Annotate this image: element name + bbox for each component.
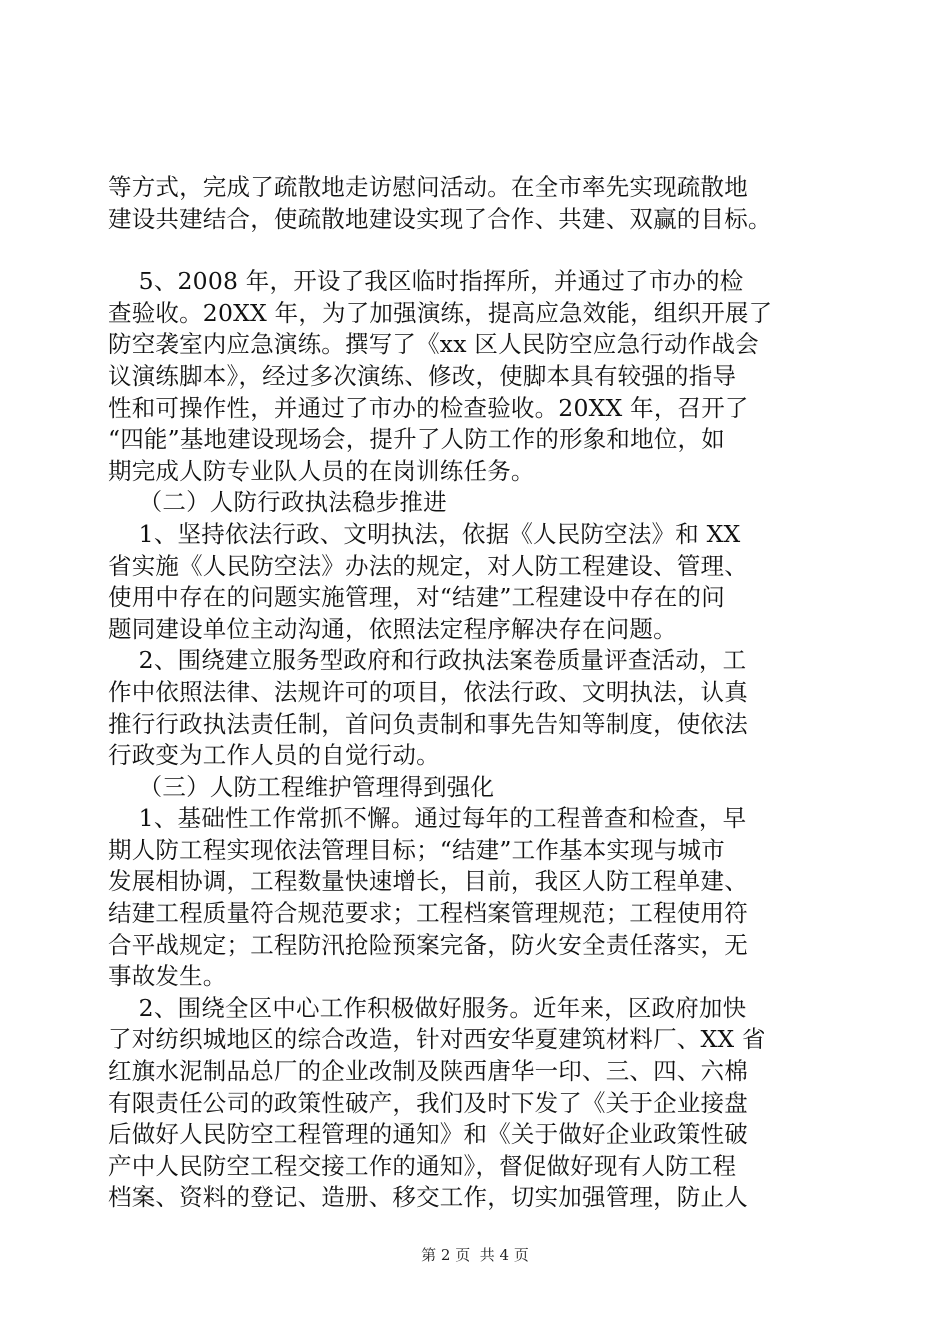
text-line: 1、基础性工作常抓不懈。通过每年的工程普查和检查，早 [108,804,747,833]
text-line: 使用中存在的问题实施管理，对“结建”工程建设中存在的问 [108,583,725,612]
text-line: 推行行政执法责任制，首问负责制和事先告知等制度，使依法 [108,709,748,738]
text-line: 5、2008 年，开设了我区临时指挥所，并通过了市办的检 [108,267,744,296]
text-line: 防空袭室内应急演练。撰写了《xx 区人民防空应急行动作战会 [108,330,759,359]
text-line: 有限责任公司的政策性破产，我们及时下发了《关于企业接盘 [108,1088,748,1117]
paragraph-gap [108,235,844,266]
text-line: 1、坚持依法行政、文明执法，依据《人民防空法》和 XX [108,519,741,548]
paragraph-3 [108,519,844,645]
text-line: 2、围绕建立服务型政府和行政执法案卷质量评查活动，工 [108,646,747,675]
text-line: “四能”基地建设现场会，提升了人防工作的形象和地位，如 [108,425,725,454]
text-line: 发展相协调，工程数量快速增长，目前，我区人防工程单建、 [108,867,748,896]
text-line: 了对纺织城地区的综合改造，针对西安华夏建筑材料厂、XX 省 [108,1025,766,1054]
paragraph-4 [108,645,844,771]
text-line: 2、围绕全区中心工作积极做好服务。近年来，区政府加快 [108,993,747,1022]
page-number-footer: 第 2 页 共 4 页 [421,1246,529,1264]
text-line: 档案、资料的登记、造册、移交工作，切实加强管理，防止人 [108,1183,748,1212]
text-line: 查验收。20XX 年，为了加强演练，提高应急效能，组织开展了 [108,298,773,327]
text-line: 省实施《人民防空法》办法的规定，对人防工程建设、管理、 [108,551,748,580]
text-line: 行政变为工作人员的自觉行动。 [108,741,440,770]
paragraph-5 [108,803,844,993]
text-line: 建设共建结合，使疏散地建设实现了合作、共建、双赢的目标。 [108,204,772,233]
text-line: 产中人民防空工程交接工作的通知》，督促做好现有人防工程 [108,1151,737,1180]
paragraph-2 [108,266,844,487]
text-line: 结建工程质量符合规范要求；工程档案管理规范；工程使用符 [108,899,748,928]
paragraph-6 [108,993,844,1214]
paragraph-1 [108,172,844,235]
section-heading-2: （二）人防行政执法稳步推进 [108,488,447,517]
text-line: 合平战规定；工程防汛抢险预案完备，防火安全责任落实，无 [108,930,748,959]
text-line: 作中依照法律、法规许可的项目，依法行政、文明执法，认真 [108,677,748,706]
text-line: 期人防工程实现依法管理目标；“结建”工作基本实现与城市 [108,835,725,864]
text-line: 事故发生。 [108,962,227,991]
section-heading-3: （三）人防工程维护管理得到强化 [108,772,495,801]
text-line: 期完成人防专业队人员的在岗训练任务。 [108,456,535,485]
text-line: 后做好人民防空工程管理的通知》和《关于做好企业政策性破 [108,1120,748,1149]
text-line: 性和可操作性，并通过了市办的检查验收。20XX 年，召开了 [108,393,749,422]
text-line: 议演练脚本》，经过多次演练、修改，使脚本具有较强的指导 [108,361,737,390]
text-line: 题同建设单位主动沟通，依照法定程序解决存在问题。 [108,614,677,643]
text-line: 红旗水泥制品总厂的企业改制及陕西唐华一印、三、四、六棉 [108,1057,748,1086]
text-line: 等方式，完成了疏散地走访慰问活动。在全市率先实现疏散地 [108,173,748,201]
document-body [108,172,844,1214]
